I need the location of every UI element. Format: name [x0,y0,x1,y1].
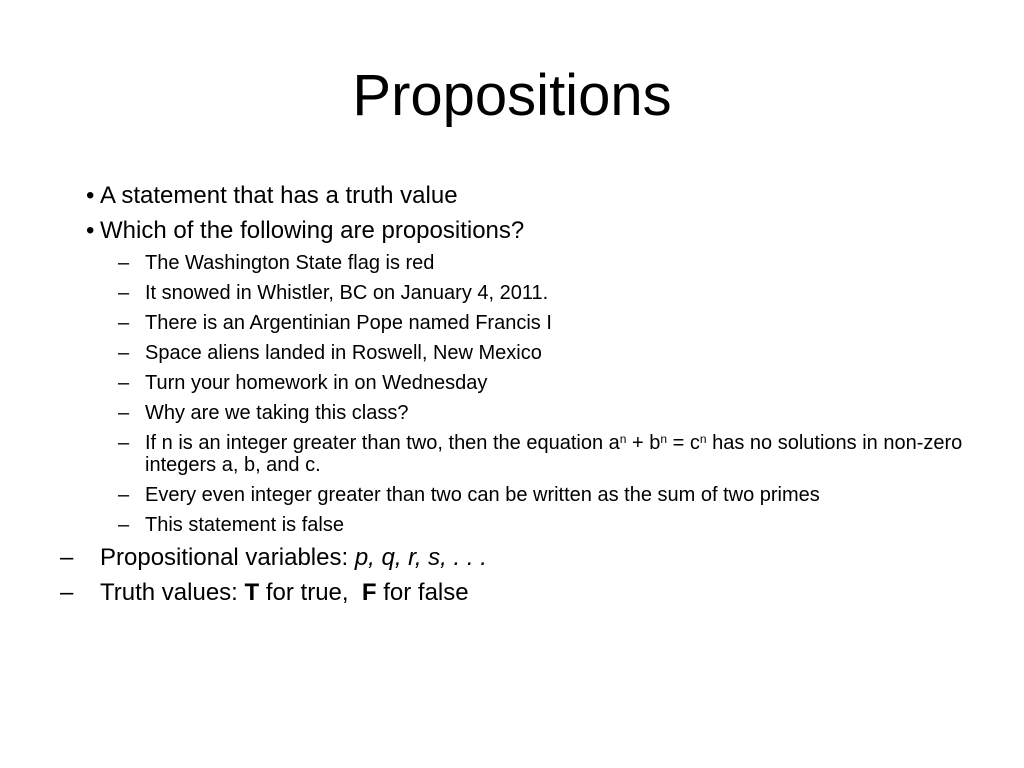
dash-icon: – [118,372,130,394]
sub-bullet-item [0,398,975,428]
slide-title: Propositions [352,63,672,128]
sub-bullet-item-fermat [0,428,975,480]
sub-bullet-text: Turn your homework in on Wednesday [145,372,488,394]
fermat-text-mid: + b [626,432,661,454]
true-symbol: T [244,579,260,606]
bullet-icon: • [86,217,95,244]
fermat-text-after: has no solutions in non-zero integers a, b, and c. [145,432,963,476]
true-text: for true, [259,579,362,606]
fermat-exponent: n [699,432,707,446]
dash-item [0,575,980,610]
slide-body [0,178,1024,610]
sub-bullet-item [0,278,975,308]
dash-icon: – [118,402,130,424]
bullet-text: A statement that has a truth value [100,182,458,209]
sub-bullet-item [0,510,975,540]
bullet-item [0,178,980,213]
sub-bullet-text: Every even integer greater than two can be written as the sum of two primes [145,484,820,506]
fermat-exponent: n [619,432,627,446]
sub-bullet-item [0,368,975,398]
fermat-exponent: n [660,432,668,446]
dash-icon: – [118,432,130,454]
sub-bullet-text: Why are we taking this class? [145,402,409,424]
false-text: for false [376,579,469,606]
sub-bullet-text: Space aliens landed in Roswell, New Mexico [145,342,542,364]
dash-item [0,540,980,575]
sub-bullet-item [0,338,975,368]
sub-bullet-item [0,480,975,510]
sub-bullet-text: The Washington State flag is red [145,252,435,274]
dash-icon: – [118,312,130,334]
sub-bullet-item [0,308,975,338]
bullet-icon: • [86,182,95,209]
truth-values-label: Truth values: [100,579,245,606]
dash-icon: – [60,579,74,606]
fermat-text-mid: = c [667,432,700,454]
sub-bullet-item [0,248,975,278]
dash-icon: – [118,282,130,304]
sub-bullet-text: This statement is false [145,514,344,536]
dash-icon: – [118,252,130,274]
dash-icon: – [118,514,130,536]
bullet-item [0,213,980,248]
dash-icon: – [118,484,130,506]
variables-label: Propositional variables: [100,544,355,571]
dash-icon: – [118,342,130,364]
bullet-text: Which of the following are propositions? [100,217,525,244]
false-symbol: F [361,579,377,606]
sub-bullet-text: It snowed in Whistler, BC on January 4, 2011. [145,282,549,304]
fermat-text-before: If n is an integer greater than two, then the equation a [145,432,620,454]
sub-bullet-text: There is an Argentinian Pope named Francis I [145,312,552,334]
dash-icon: – [60,544,74,571]
variables-value: p, q, r, s, . . . [354,544,487,571]
